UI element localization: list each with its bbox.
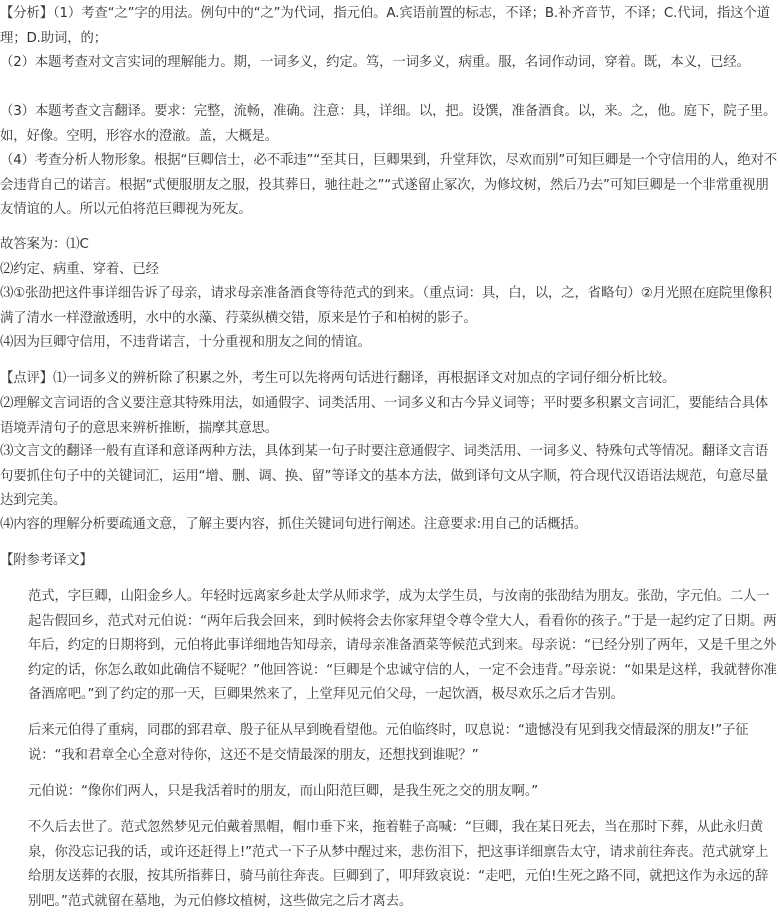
analysis-part-1: 【分析】（1）考查“之”字的用法。例句中的“之”为代词，指元伯。A.宾语前置的标志，不译；B.补齐音节，不译；C.代词，指这个道理；D.助词，的； [0,6,770,46]
answer-line-3: ⑶①张劭把这件事详细告诉了母亲，请求母亲准备酒食等待范式的到来。（重点词：具，白，以，之，省略句）②月光照在庭院里像积满了清水一样澄澈透明，水中的水藻、荇菜纵横交错，原来是竹子和柏树的影子。 [0,286,772,326]
translation-para-2: 后来元伯得了重病，同郡的郅君章、殷子征从早到晚看望他。元伯临终时，叹息说：“遗憾没有见到我交情最深的朋友!”子征说：“我和君章全心全意对待你，这还不是交情最深的朋友，还想找到谁呢？” [28,723,749,763]
analysis-part-2: （2）本题考查对文言实词的理解能力。期，一词多义，约定。笃，一词多义，病重。服，名词作动词，穿着。既，本义，已经。 [0,55,750,70]
comment-part-4: ⑷内容的理解分析要疏通文意，了解主要内容，抓住关键词句进行阐述。注意要求:用自己的话概括。 [0,517,587,532]
translation-para-3: 元伯说：“像你们两人，只是我活着时的朋友，而山阳范巨卿，是我生死之交的朋友啊。” [28,784,539,799]
comment-part-3: ⑶文言文的翻译一般有直译和意译两种方法，具体到某一句子时要注意通假字、词类活用、一词多义、特殊句式等情况。翻译文言语句要抓住句子中的关键词汇，运用“增、删、调、换、留”等译文的基本方法，做到译句文从字顺，符合现代汉语语法规范，句意尽量达到完美。 [0,444,769,508]
answer-line-4: ⑷因为巨卿守信用，不违背诺言，十分重视和朋友之间的情谊。 [0,335,371,350]
analysis-part-4: （4）考查分析人物形象。根据“巨卿信士，必不乖违”“至其日，巨卿果到，升堂拜饮，尽欢而别”可知巨卿是一个守信用的人，绝对不会违背自己的诺言。根据“式便服朋友之服，投其葬日，驰往赴之”“式遂留止冢次，为修坟树，然后乃去”可知巨卿是一个非常重视朋友情谊的人。所以元伯将范巨卿视为死友。 [0,153,777,217]
translation-para-1: 范式，字巨卿，山阳金乡人。年轻时远离家乡赴太学从师求学，成为太学生员，与汝南的张劭结为朋友。张劭，字元伯。二人一起告假回乡，范式对元伯说：“两年后我会回来，到时候将会去你家拜望令尊令堂大人，看看你的孩子。”于是一起约定了日期。两年后，约定的日期将到，元伯将此事详细地告知母亲，请母亲准备酒菜等候范式到来。母亲说：“已经分别了两年，又是千里之外约定的话，你怎么敢如此确信不疑呢？”他回答说：“巨卿是个忠诚守信的人，一定不会违背。”母亲说：“如果是这样，我就替你准备酒席吧。”到了约定的那一天，巨卿果然来了，上堂拜见元伯父母，一起饮酒，极尽欢乐之后才告别。 [28,589,777,702]
translation-para-4: 不久后去世了。范式忽然梦见元伯戴着黑帽，帽巾垂下来，拖着鞋子高喊：“巨卿，我在某日死去，当在那时下葬，从此永归黄泉，你没忘记我的话，或许还赶得上!”范式一下子从梦中醒过来，悲伤泪下，把这事详细禀告太守，请求前往奔丧。范式就穿上给朋友送葬的衣服，按其所指葬日，骑马前往奔丧。巨卿到了，叩拜致哀说：“走吧，元伯!生死之路不同，就把这作为永远的辞别吧。”范式就留在墓地，为元伯修坟植树，这些做完之后才离去。 [28,820,769,909]
comment-part-1: 【点评】⑴一词多义的辨析除了积累之外，考生可以先将两句话进行翻译，再根据译文对加点的字词仔细分析比较。 [0,371,676,386]
analysis-part-3: （3）本题考查文言翻译。要求：完整，流畅，准确。注意：具，详细。以，把。设馔，准备酒食。以，来。之，他。庭下，院子里。如，好像。空明，形容水的澄澈。盖，大概是。 [0,104,777,144]
comment-part-2: ⑵理解文言词语的含义要注意其特殊用法，如通假字、词类活用、一词多义和古今异义词等；平时要多积累文言词汇，要能结合具体语境弄清句子的意思来辨析推断，揣摩其意思。 [0,396,768,436]
answer-line-1: 故答案为：⑴C [0,237,89,252]
answer-line-2: ⑵约定、病重、穿着、已经 [0,262,159,277]
translation-title: 【附参考译文】 [0,553,93,568]
